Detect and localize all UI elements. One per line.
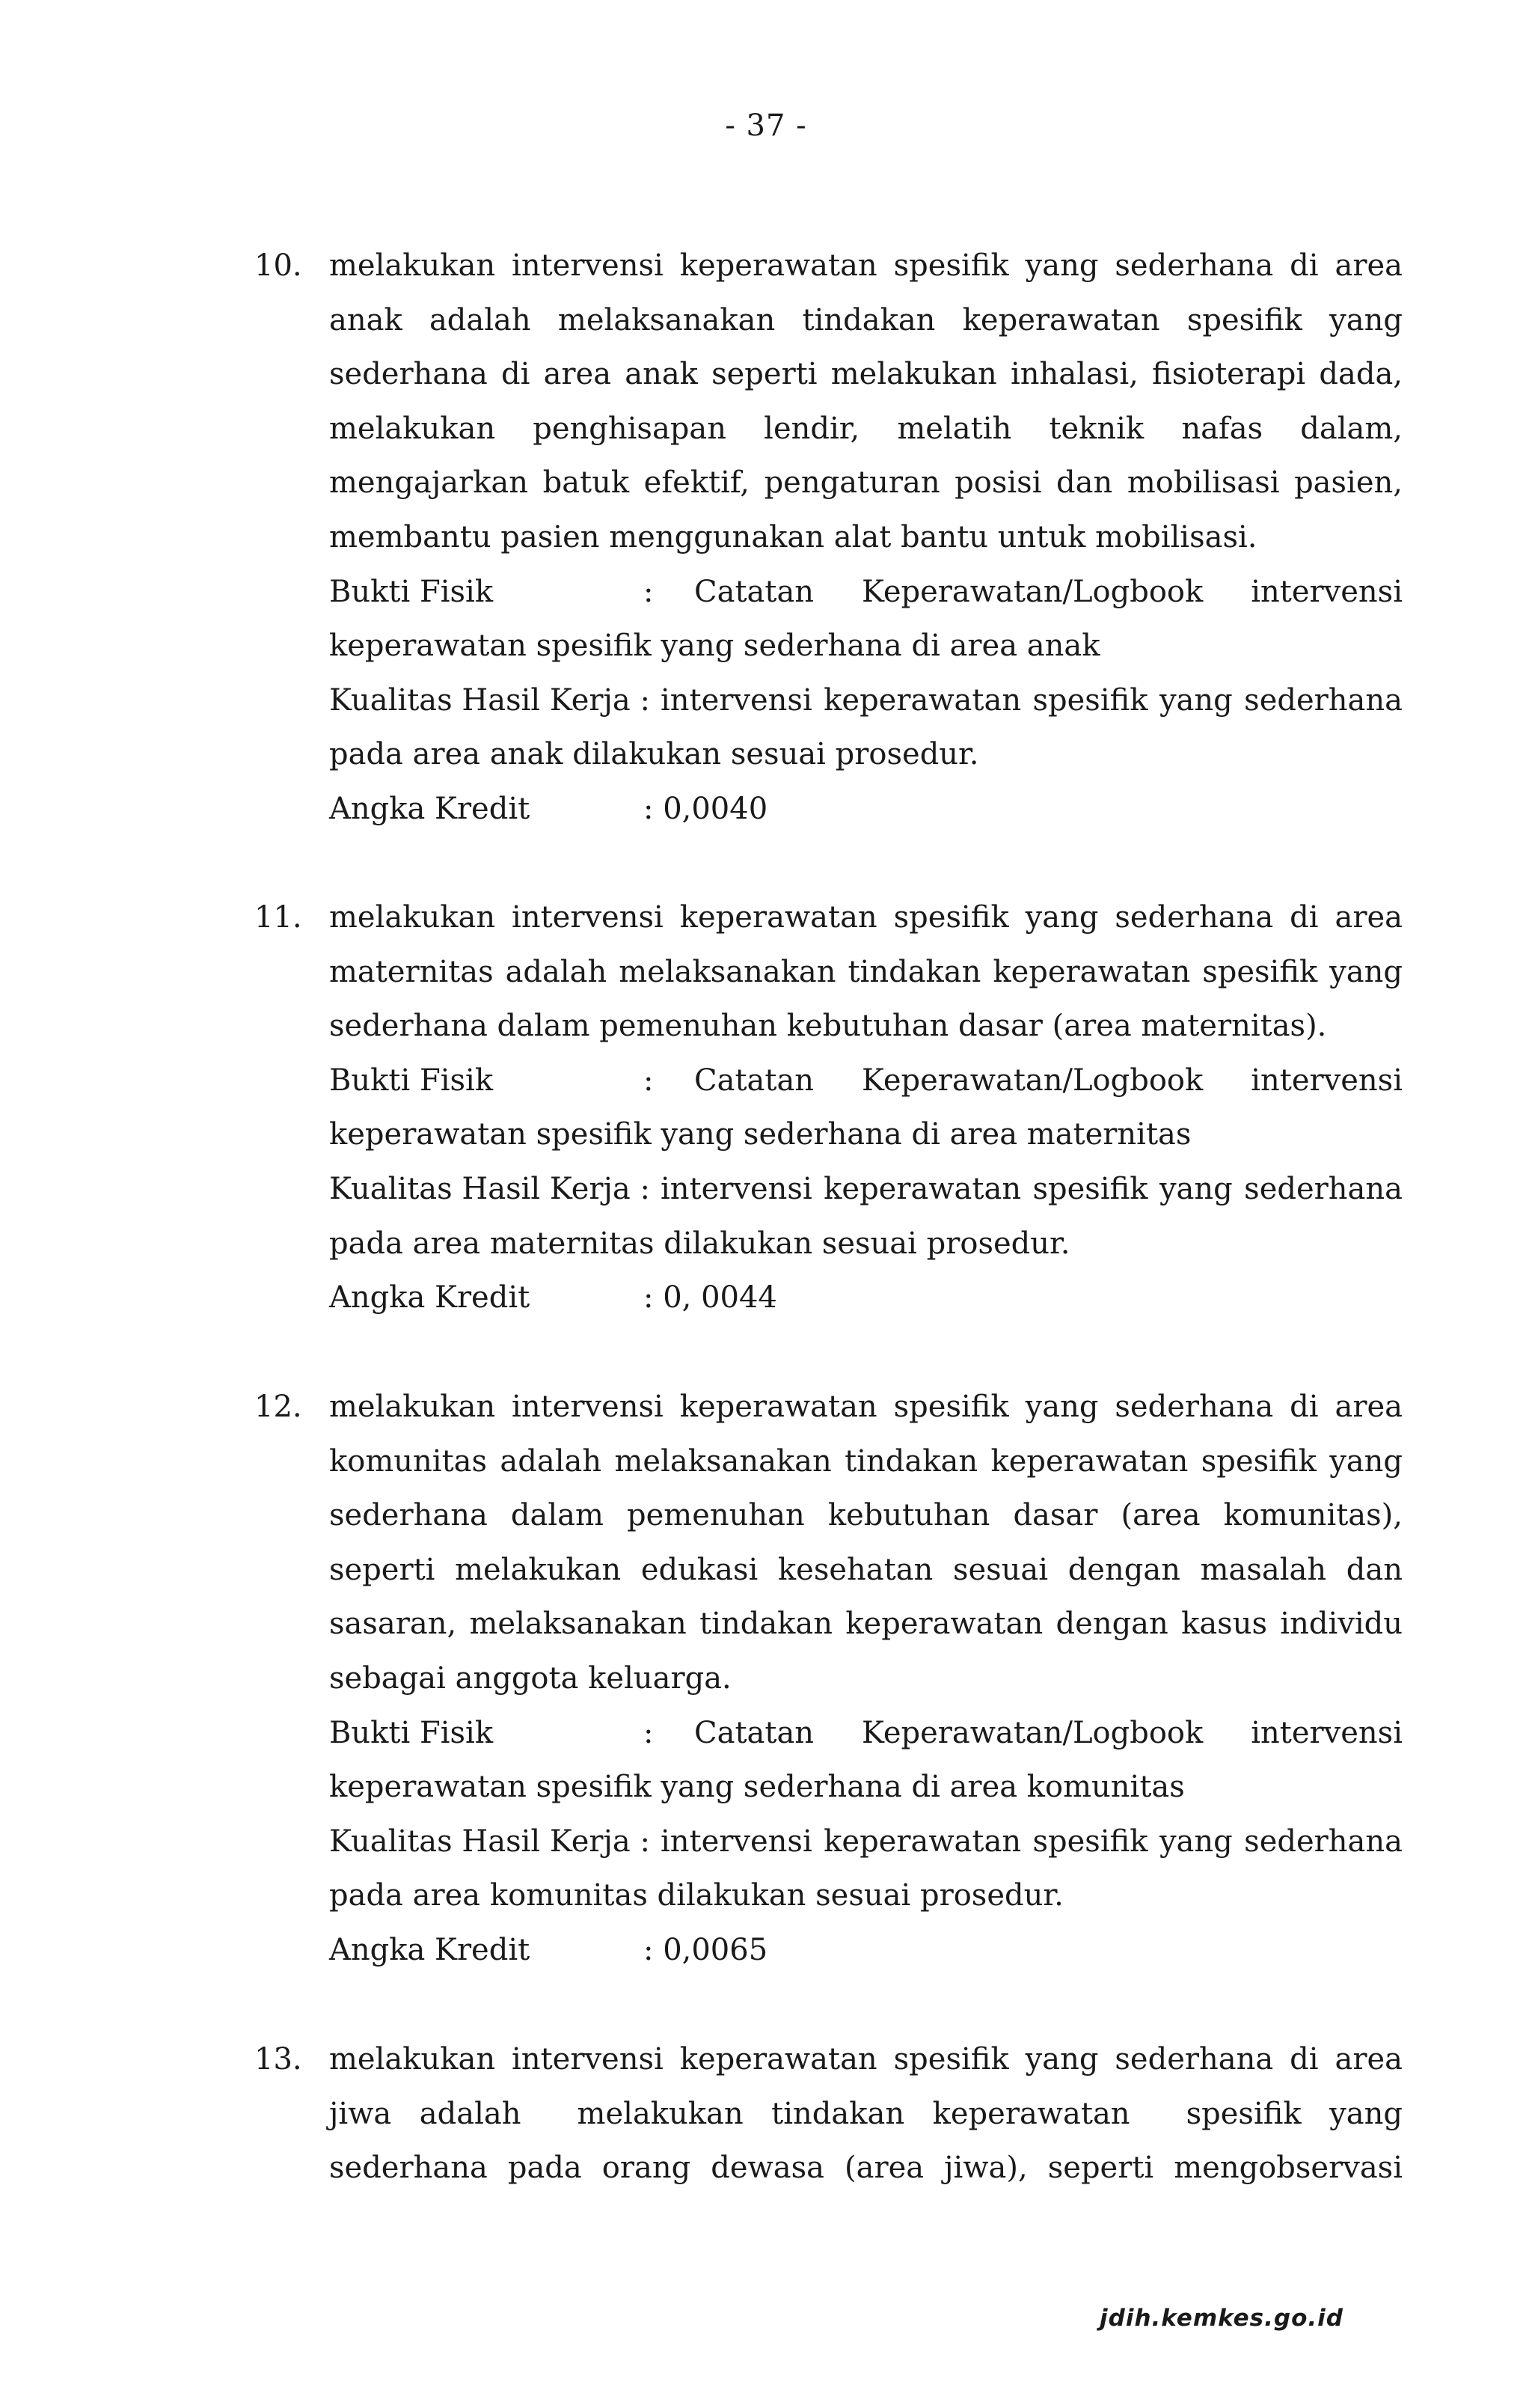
angka-kredit-value: : 0,0065 [643,1932,768,1967]
angka-kredit [329,1271,1403,1325]
bukti-fisik [329,1054,1403,1162]
bukti-fisik-value: Catatan Keperawatan/Logbook intervensi [694,1063,1403,1098]
bukti-fisik-separator: : [643,1063,654,1098]
bukti-fisik [329,565,1403,673]
bukti-fisik-value-cont: keperawatan spesifik yang sederhana di area anak [329,629,1100,664]
item-description: melakukan intervensi keperawatan spesifik yang sederhana di area anak adalah melaksanakan tindakan keperawatan spesifik yang sederhana di area anak seperti melakukan inhalasi, fisioterapi dada, melakukan penghisapan lendir, melatih teknik nafas dalam, mengajarkan batuk efektif, pengaturan posisi dan mobilisasi pasien, membantu pasien menggunakan alat bantu untuk mobilisasi. [329,248,1403,554]
bukti-fisik [329,1706,1403,1815]
kualitas-hasil-kerja [329,1815,1403,1923]
bukti-fisik-value: Catatan Keperawatan/Logbook intervensi [694,574,1403,609]
kualitas-label: Kualitas Hasil Kerja : [329,682,650,718]
angka-kredit-value: : 0,0040 [643,791,768,826]
kualitas-value-cont: pada area komunitas dilakukan sesuai prosedur. [329,1878,1064,1913]
item-number: 11. [254,900,302,935]
item-description: melakukan intervensi keperawatan spesifik yang sederhana di area komunitas adalah melaksanakan tindakan keperawatan spesifik yang sederhana dalam pemenuhan kebutuhan dasar (area komunitas), seperti melakukan edukasi kesehatan sesuai dengan masalah dan sasaran, melaksanakan tindakan keperawatan dengan kasus individu sebagai anggota keluarga. [329,1390,1403,1696]
kualitas-value: intervensi keperawatan spesifik yang sederhana [660,682,1403,718]
kualitas-label: Kualitas Hasil Kerja : [329,1171,650,1206]
kualitas-hasil-kerja [329,673,1403,782]
footer-source: jdih.kemkes.go.id [1100,2305,1343,2332]
item-number: 12. [254,1390,302,1424]
bukti-fisik-label: Bukti Fisik [329,1715,494,1750]
kualitas-value-cont: pada area maternitas dilakukan sesuai prosedur. [329,1226,1070,1261]
angka-kredit-label: Angka Kredit [329,1932,530,1967]
bukti-fisik-value-cont: keperawatan spesifik yang sederhana di area maternitas [329,1117,1192,1152]
angka-kredit-label: Angka Kredit [329,791,530,826]
angka-kredit [329,782,1403,837]
item-number: 10. [254,248,302,283]
page-number: - 37 - [725,109,807,143]
bukti-fisik-separator: : [643,1715,654,1750]
kualitas-value-cont: pada area anak dilakukan sesuai prosedur. [329,737,979,772]
angka-kredit-label: Angka Kredit [329,1280,530,1315]
angka-kredit-value: : 0, 0044 [643,1280,777,1315]
kualitas-value: intervensi keperawatan spesifik yang sederhana [660,1824,1403,1859]
kualitas-hasil-kerja [329,1162,1403,1271]
item-number: 13. [254,2042,302,2077]
kualitas-label: Kualitas Hasil Kerja : [329,1824,650,1859]
bukti-fisik-value-cont: keperawatan spesifik yang sederhana di area komunitas [329,1770,1185,1805]
item-description: melakukan intervensi keperawatan spesifik yang sederhana di area jiwa adalah melakukan tindakan keperawatan spesifik yang sederhana pada orang dewasa (area jiwa), seperti mengobservasi [329,2042,1412,2186]
bukti-fisik-label: Bukti Fisik [329,574,494,609]
bukti-fisik-label: Bukti Fisik [329,1063,494,1098]
bukti-fisik-value: Catatan Keperawatan/Logbook intervensi [694,1715,1403,1750]
bukti-fisik-separator: : [643,574,654,609]
kualitas-value: intervensi keperawatan spesifik yang sederhana [660,1171,1403,1206]
item-description: melakukan intervensi keperawatan spesifik yang sederhana di area maternitas adalah melaksanakan tindakan keperawatan spesifik yang sederhana dalam pemenuhan kebutuhan dasar (area maternitas). [329,900,1403,1044]
angka-kredit [329,1923,1403,1978]
